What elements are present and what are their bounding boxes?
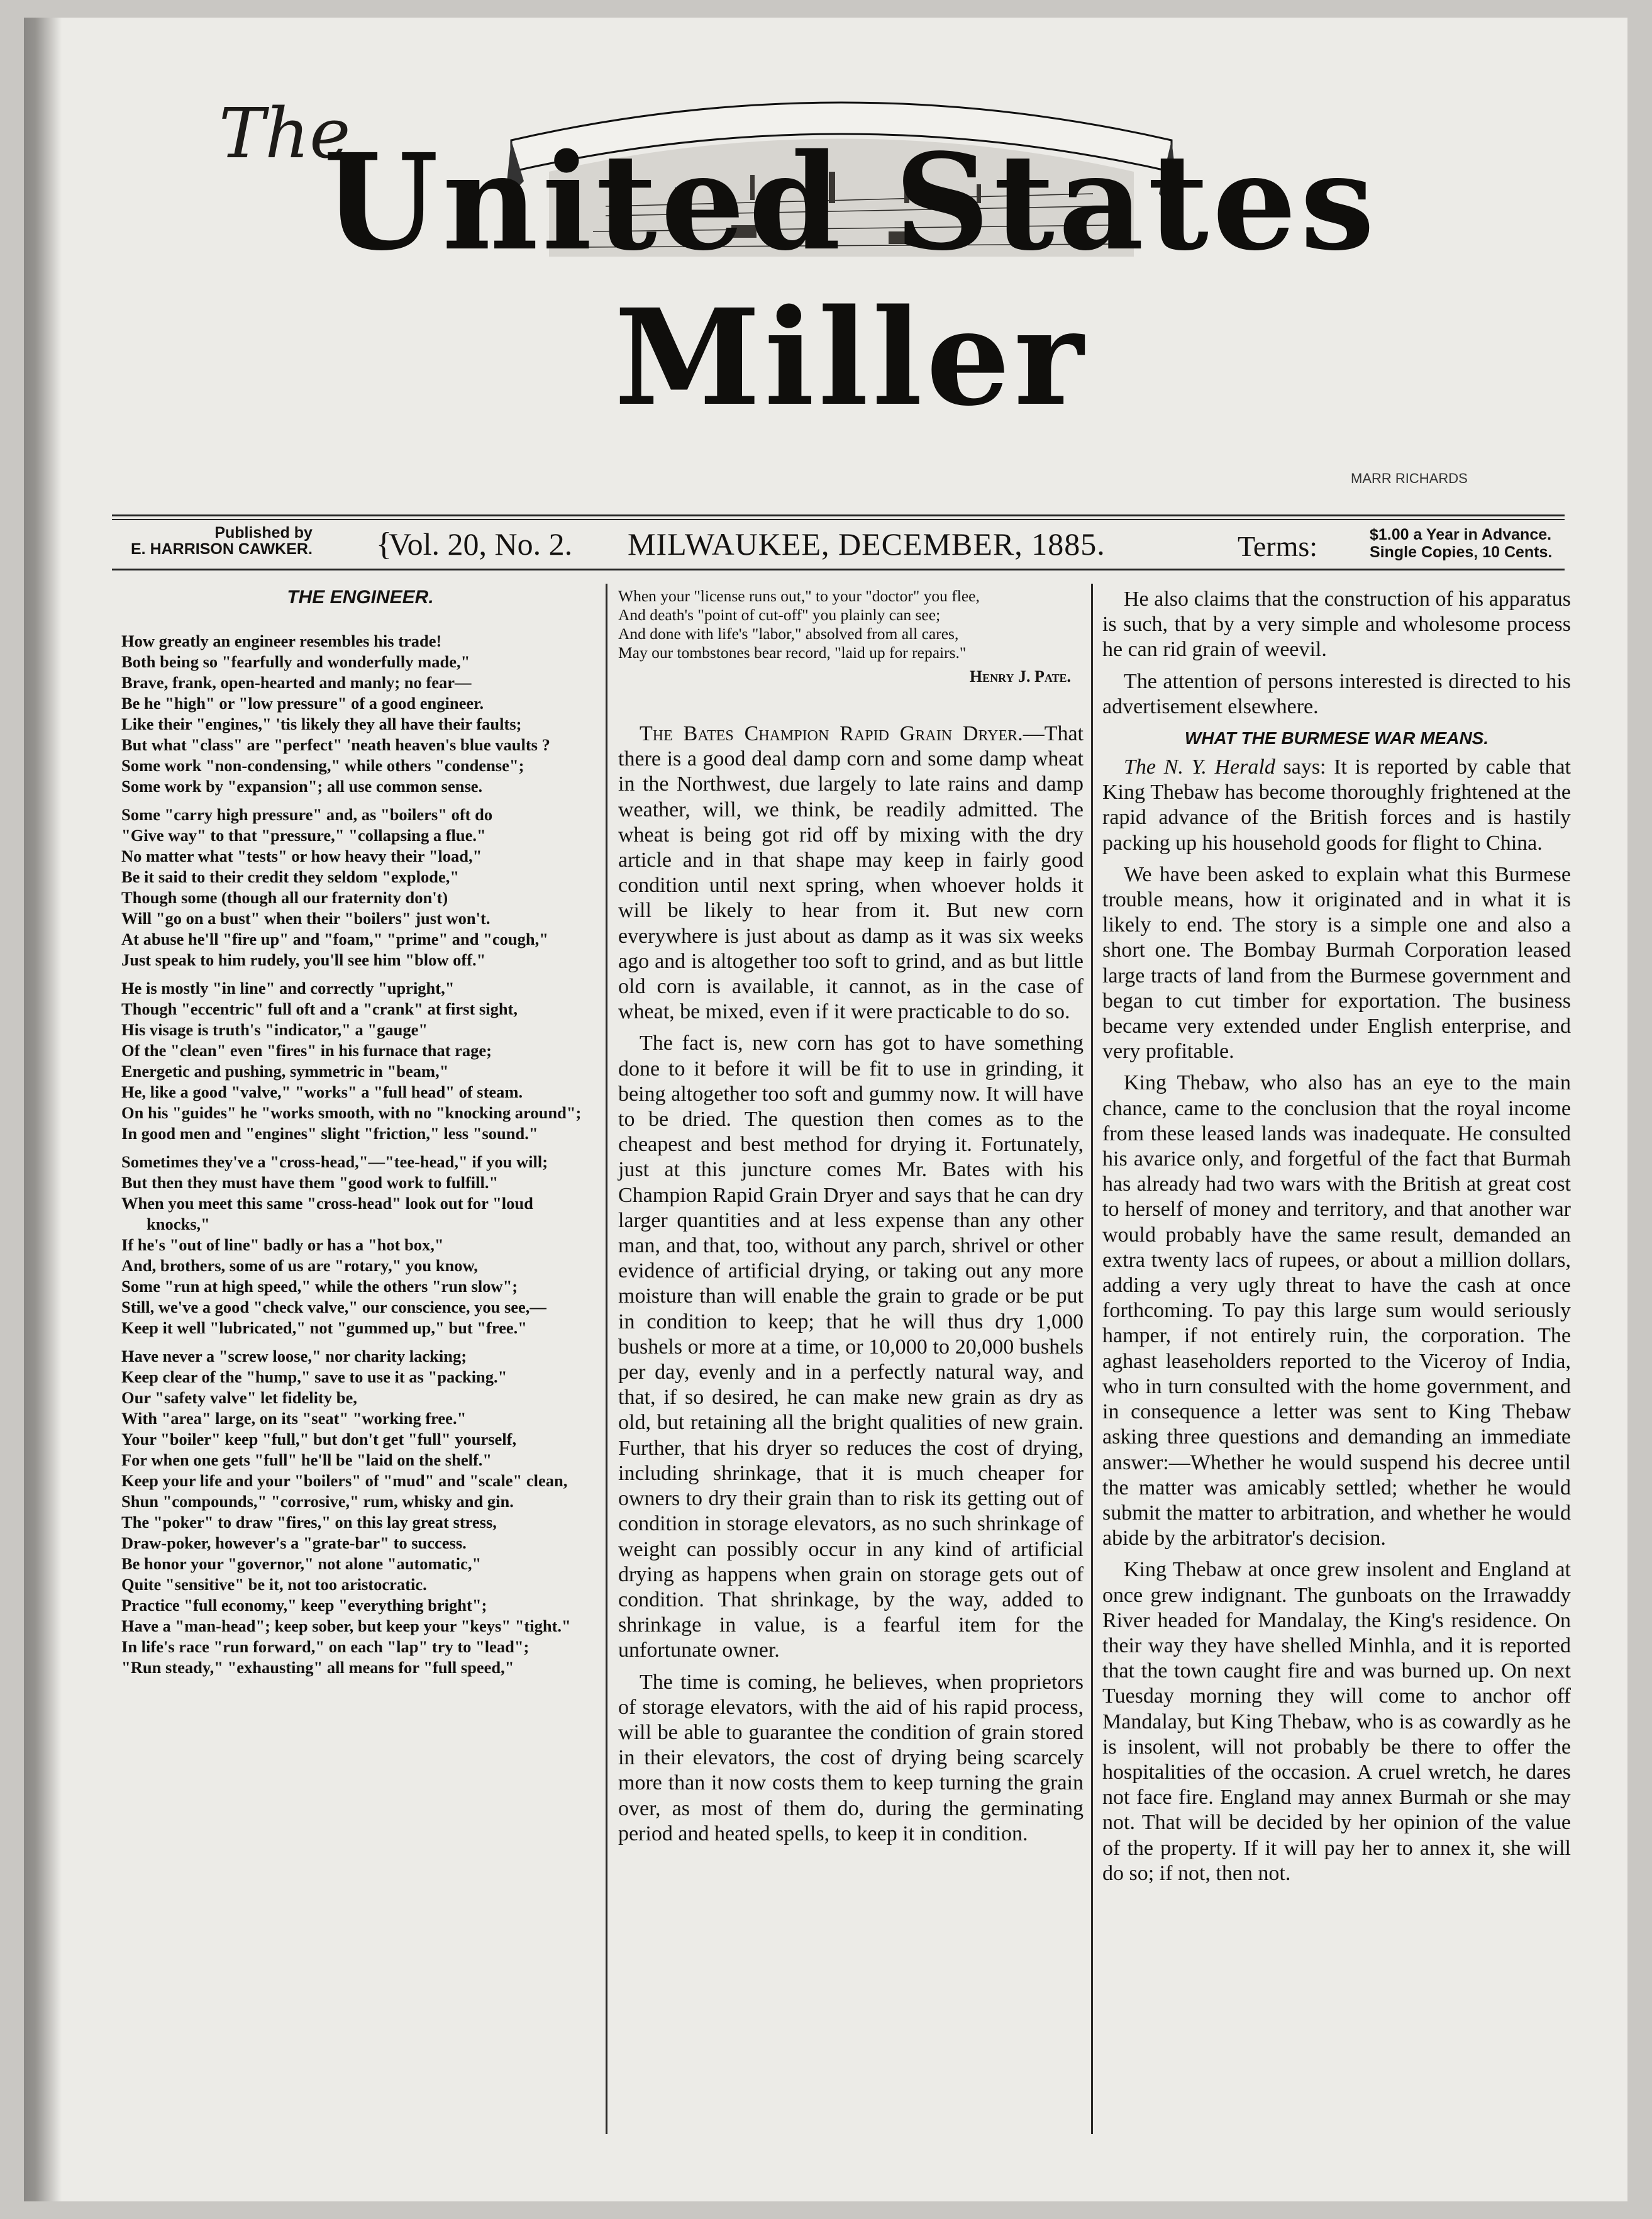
poem-line: Have never a "screw loose," nor charity lacking; xyxy=(121,1347,467,1365)
poem-line: He is mostly "in line" and correctly "upright," xyxy=(121,979,455,998)
poem-line: Be he "high" or "low pressure" of a good engineer. xyxy=(121,694,484,713)
poem-line: When your "license runs out," to your "doctor" you flee, xyxy=(618,587,980,605)
top-rule-thin xyxy=(112,519,1565,520)
burmese-p4: King Thebaw at once grew insolent and England at once grew indignant. The gunboats on the Irrawaddy River headed for Mandalay, the King's residence. On their way they have shelled Minhla, and it is reported that the town caught fire and was burned up. On next Tuesday morning they will come to anchor off Mandalay, but King Thebaw, who is as cowardly as he is insolent, will not probably be there to offer the hospitalities of the occasion. A cruel wretch, he dares not face fire. England may annex Burmah or she may not. That will be decided by her opinion of the value of the property. If it will pay her to annex it, she will do so; if not, then not. xyxy=(1102,1558,1571,1885)
poem-line: Both being so "fearfully and wonderfully made," xyxy=(121,652,470,671)
place-date: MILWAUKEE, DECEMBER, 1885. xyxy=(628,526,1106,562)
poem-line: Shun "compounds," "corrosive," rum, whisky and gin. xyxy=(121,1492,514,1511)
publisher-line-2: E. HARRISON CAWKER. xyxy=(131,540,313,558)
poem-line: Quite "sensitive" be it, not too aristocratic. xyxy=(121,1575,427,1594)
newspaper-page xyxy=(24,18,1627,2201)
column-divider-2 xyxy=(1091,584,1093,2134)
dryer-article-head: The Bates Champion Rapid Grain Dryer. xyxy=(640,722,1023,745)
poem-line: How greatly an engineer resembles his trade! xyxy=(121,631,442,650)
poem-line: Some work by "expansion"; all use common sense. xyxy=(121,777,483,796)
poem-line: At abuse he'll "fire up" and "foam," "prime" and "cough," xyxy=(121,930,548,948)
burmese-p3: King Thebaw, who also has an eye to the main chance, came to the conclusion that the royal income from these leased lands was inadequate. He consulted his avarice only, and forgetful of the fact that Burmah has already had two wars with the British at great cost to herself of money and territory, and that another war would probably have the same result, demanded an extra twenty lacs of rupees, or about a million dollars, adding a very ugly threat to have the cash at once forthcoming. To pay this large sum would seriously hamper, if not entirely ruin, the corporation. The aghast leaseholders reported to the Viceroy of India, who in turn consulted with the home government, and in consequence a letter was sent to King Thebaw asking three questions and demanding an immediate answer:—Whether he would suspend his decree until the matter was amicably settled; whether he would submit the matter to arbitration, and whether he would abide by the arbitrator's decision. xyxy=(1102,1071,1571,1550)
poem-line: Draw-poker, however's a "grate-bar" to success. xyxy=(121,1533,467,1552)
poem-line: If he's "out of line" badly or has a "hot box," xyxy=(121,1235,444,1254)
poem-line: Your "boiler" keep "full," but don't get "full" yourself, xyxy=(121,1430,517,1449)
poem-line: In good men and "engines" slight "friction," less "sound." xyxy=(121,1124,538,1143)
poem-line: For when one gets "full" he'll be "laid on the shelf." xyxy=(121,1450,492,1469)
poem-line: Brave, frank, open-hearted and manly; no fear— xyxy=(121,673,472,692)
page-edge-shadow xyxy=(24,18,62,2201)
poem-line: He, like a good "valve," "works" a "full head" of steam. xyxy=(121,1082,523,1101)
poem-line: Of the "clean" even "fires" in his furnace that rage; xyxy=(121,1041,492,1060)
column-divider-1 xyxy=(606,584,607,2134)
poem-line: Our "safety valve" let fidelity be, xyxy=(121,1388,357,1407)
dryer-article-p1: The Bates Champion Rapid Grain Dryer.—That there is a good deal damp corn and some damp wheat in the Northwest, due largely to late rains and damp weather, will, we think, be readily admitted. The wheat is being got rid off by mixing with the dry article and in that shape may keep in fairly good condition until next spring, when whoever holds it will be likely to hear from it. But new corn everywhere is just about as damp as it was six weeks ago and is altogether too soft to grind, and as but little old corn is available, it cannot, as in the case of wheat, be mixed, even if it were practicable to do so. xyxy=(618,722,1084,1024)
poem-line: Just speak to him rudely, you'll see him "blow off." xyxy=(121,950,486,969)
poem-line: On his "guides" he "works smooth, with no "knocking around"; xyxy=(121,1103,582,1122)
poem-line: Keep clear of the "hump," save to use it as "packing." xyxy=(121,1367,507,1386)
poem-line: But what "class" are "perfect" 'neath heaven's blue vaults ? xyxy=(121,735,550,754)
poem-stanza xyxy=(121,978,599,1144)
poem-line: Be it said to their credit they seldom "explode," xyxy=(121,867,460,886)
masthead-the: The xyxy=(219,93,351,174)
poem-line: Some "run at high speed," while the others "run slow"; xyxy=(121,1277,518,1296)
burmese-p1: The N. Y. Herald says: It is reported by cable that King Thebaw has become thoroughly frightened at the rapid advance of the British forces and is hastily packing up his household goods for flight to China. xyxy=(1102,755,1571,855)
poem-title: THE ENGINEER. xyxy=(287,587,434,608)
poem-line: In life's race "run forward," on each "lap" try to "lead"; xyxy=(121,1637,529,1656)
poem-line: Some "carry high pressure" and, as "boilers" oft do xyxy=(121,805,493,824)
terms-line-2: Single Copies, 10 Cents. xyxy=(1370,543,1553,561)
masthead xyxy=(181,68,1502,508)
poem-line: Still, we've a good "check valve," our conscience, you see,— xyxy=(121,1298,546,1316)
poem-line: Sometimes they've a "cross-head,"—"tee-head," if you will; xyxy=(121,1152,548,1171)
masthead-title: United States Miller xyxy=(323,125,1378,435)
bottom-rule xyxy=(112,569,1565,570)
poem-line: "Give way" to that "pressure," "collapsing a flue." xyxy=(121,826,486,845)
poem-line: May our tombstones bear record, "laid up for repairs." xyxy=(618,643,967,662)
poem-stanza xyxy=(121,1346,599,1678)
poem-stanza xyxy=(121,804,599,970)
poem-ending xyxy=(618,587,1084,662)
poem-line: When you meet this same "cross-head" look out for "loud knocks," xyxy=(121,1194,533,1233)
publisher xyxy=(131,525,313,557)
burmese-war-title: WHAT THE BURMESE WAR MEANS. xyxy=(1184,728,1489,748)
column-3 xyxy=(1102,587,1571,1886)
poem-line: And death's "point of cut-off" you plainly can see; xyxy=(618,606,941,624)
poem-body xyxy=(121,631,599,1678)
herald-name: The N. Y. Herald xyxy=(1124,755,1275,779)
poem-line: And, brothers, some of us are "rotary," you know, xyxy=(121,1256,478,1275)
terms-line-1: $1.00 a Year in Advance. xyxy=(1370,526,1552,543)
publisher-line-1: Published by xyxy=(214,524,313,542)
poem-stanza xyxy=(121,631,599,797)
poem-line: Have a "man-head"; keep sober, but keep your "keys" "tight." xyxy=(121,1616,571,1635)
poem-line: With "area" large, on its "seat" "working free." xyxy=(121,1409,467,1428)
poem-line: Energetic and pushing, symmetric in "beam," xyxy=(121,1062,449,1081)
dryer-article-p2: The fact is, new corn has got to have something done to it before it will be fit to use in grinding, it being altogether too soft and gummy now. It will have to be dried. The question then comes as to the cheapest and best method for drying it. Fortunately, just at this juncture comes Mr. Bates with his Champion Rapid Grain Dryer and says that he can dry larger quantities and at less expense than any other man, and that, too, without any parch, shrivel or other evidence of artificial drying, or taking out any more moisture than will enable the grain to grade or be put in condition to keep; that he will thus dry 1,000 bushels or more at a time, or 10,000 to 20,000 bushels per day, evenly and in a perfectly natural way, and that, if so desired, he can make new grain as dry as old, but retaining all the bright qualities of new grain. Further, that his dryer so reduces the cost of drying, including shrinkage, that it is much cheaper for owners to dry their grain than to risk its getting out of condition in storage elevators, as no such shrinkage of weight can possibly occur in any kind of artificial drying as happens when grain on storage gets out of condition. That shrinkage, by the way, added to shrinkage in value, is a fearful item for the unfortunate owner. xyxy=(618,1032,1084,1662)
poem-line: Will "go on a bust" when their "boilers" just won't. xyxy=(121,909,491,928)
poem-line: His visage is truth's "indicator," a "gauge" xyxy=(121,1020,428,1039)
terms xyxy=(1370,526,1552,561)
poem-line: Keep your life and your "boilers" of "mud" and "scale" clean, xyxy=(121,1471,568,1490)
poem-line: But then they must have them "good work to fulfill." xyxy=(121,1173,499,1192)
burmese-p2: We have been asked to explain what this Burmese trouble means, how it originated and in what it is likely to end. The story is a simple one and also a short one. The Bombay Burmah Corporation leased large tracts of land from the Burmese government and began to cut timber for exportation. The business became very extended under English enterprise, and very profitable. xyxy=(1102,862,1571,1064)
brace-icon: { xyxy=(376,526,392,562)
engraver-credit: MARR RICHARDS xyxy=(1351,470,1468,486)
volume-number: Vol. 20, No. 2. xyxy=(389,526,573,562)
poem-line: And done with life's "labor," absolved from all cares, xyxy=(618,625,959,643)
poem-line: Though "eccentric" full oft and a "crank" at first sight, xyxy=(121,999,518,1018)
poem-line: "Run steady," "exhausting" all means for "full speed," xyxy=(121,1658,514,1677)
poem-line: Though some (though all our fraternity don't) xyxy=(121,888,448,907)
terms-label: Terms: xyxy=(1238,530,1318,562)
poem-line: Some work "non-condensing," while others "condense"; xyxy=(121,756,524,775)
poem-line: No matter what "tests" or how heavy their "load," xyxy=(121,847,482,865)
top-rule xyxy=(112,514,1565,516)
poem-stanza xyxy=(121,1152,599,1338)
poem-signature: Henry J. Pate. xyxy=(969,667,1071,686)
column-1 xyxy=(121,587,599,1686)
dryer-article-p5: The attention of persons interested is directed to his advertisement elsewhere. xyxy=(1102,669,1571,718)
column-2 xyxy=(618,587,1084,1847)
poem-line: Be honor your "governor," not alone "automatic," xyxy=(121,1554,482,1573)
dryer-article-p4: He also claims that the construction of his apparatus is such, that by a very simple and wholesome process he can rid grain of weevil. xyxy=(1102,587,1571,662)
poem-line: The "poker" to draw "fires," on this lay great stress, xyxy=(121,1513,497,1532)
dryer-article-p3: The time is coming, he believes, when proprietors of storage elevators, with the aid of his rapid process, will be able to guarantee the condition of grain stored in their elevators, the cost of drying being scarcely more than it now costs them to keep turning the grain over, as most of them do, during the germinating period and heated spells, to keep it in condition. xyxy=(618,1670,1084,1845)
poem-line: Like their "engines," 'tis likely they all have their faults; xyxy=(121,715,522,733)
poem-line: Practice "full economy," keep "everything bright"; xyxy=(121,1596,487,1615)
info-bar xyxy=(112,521,1565,571)
poem-line: Keep it well "lubricated," not "gummed up," but "free." xyxy=(121,1318,527,1337)
